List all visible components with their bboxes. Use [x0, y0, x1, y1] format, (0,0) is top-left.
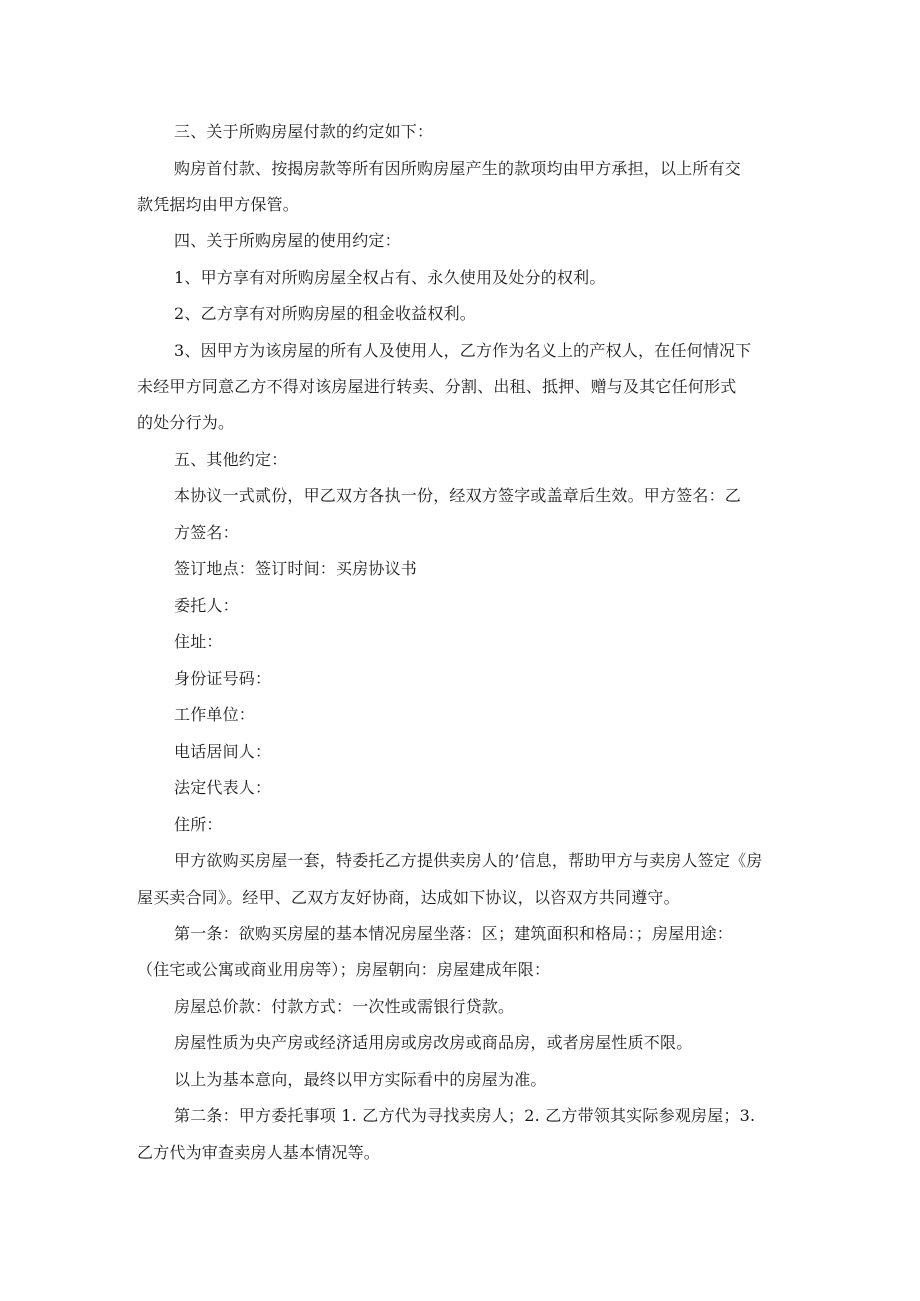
- field-phone-agent: 电话居间人：: [174, 742, 272, 761]
- usage-clause-3-line-1: 3、因甲方为该房屋的所有人及使用人，乙方作为名义上的产权人，在任何情况下: [174, 341, 752, 360]
- payment-paragraph-line-2: 款凭据均由甲方保管。: [137, 195, 300, 214]
- preamble-line-2: 屋买卖合同》。经甲、乙双方友好协商，达成如下协议，以咨双方共同遵守。: [137, 888, 680, 907]
- signing-place-time: 签订地点：签订时间：买房协议书: [174, 559, 418, 578]
- field-id-number: 身份证号码：: [174, 669, 272, 688]
- article-1-line-1: 第一条：欲购买房屋的基本情况房屋坐落：区；建筑面积和格局：；房屋用途：: [174, 924, 734, 943]
- preamble-line-1: 甲方欲购买房屋一套，特委托乙方提供卖房人的’信息，帮助甲方与卖房人签定《房: [174, 851, 763, 870]
- article-1-line-2: （住宅或公寓或商业用房等）；房屋朝向：房屋建成年限：: [137, 960, 551, 979]
- field-principal: 委托人：: [174, 596, 239, 615]
- payment-paragraph-line-1: 购房首付款、按揭房款等所有因所购房屋产生的款项均由甲方承担，以上所有交: [174, 159, 742, 178]
- usage-clause-1: 1、甲方享有对所购房屋全权占有、永久使用及处分的权利。: [174, 268, 606, 287]
- usage-clause-2: 2、乙方享有对所购房屋的租金收益权利。: [174, 304, 476, 323]
- field-employer: 工作单位：: [174, 705, 256, 724]
- field-address: 住址：: [174, 632, 223, 651]
- section-3-heading: 三、关于所购房屋付款的约定如下：: [174, 122, 434, 141]
- article-2-line-1: 第二条：甲方委托事项 1. 乙方代为寻找卖房人；2. 乙方带领其实际参观房屋；3.: [174, 1106, 756, 1125]
- agreement-copies-line-1: 本协议一式贰份，甲乙双方各执一份，经双方签字或盖章后生效。甲方签名：乙: [174, 486, 742, 505]
- agreement-copies-line-2: 方签名：: [174, 523, 239, 542]
- property-nature: 房屋性质为央产房或经济适用房或房改房或商品房，或者房屋性质不限。: [174, 1033, 693, 1052]
- total-price-payment: 房屋总价款：付款方式：一次性或需银行贷款。: [174, 997, 515, 1016]
- field-legal-representative: 法定代表人：: [174, 778, 272, 797]
- section-5-heading: 五、其他约定：: [174, 450, 288, 469]
- section-4-heading: 四、关于所购房屋的使用约定：: [174, 231, 401, 250]
- usage-clause-3-line-2: 未经甲方同意乙方不得对该房屋进行转卖、分割、出租、抵押、赠与及其它任何形式: [137, 377, 737, 396]
- article-2-line-2: 乙方代为审查卖房人基本情况等。: [137, 1143, 381, 1162]
- basic-intent: 以上为基本意向，最终以甲方实际看中的房屋为准。: [174, 1070, 547, 1089]
- usage-clause-3-line-3: 的处分行为。: [137, 413, 235, 432]
- field-residence: 住所：: [174, 815, 223, 834]
